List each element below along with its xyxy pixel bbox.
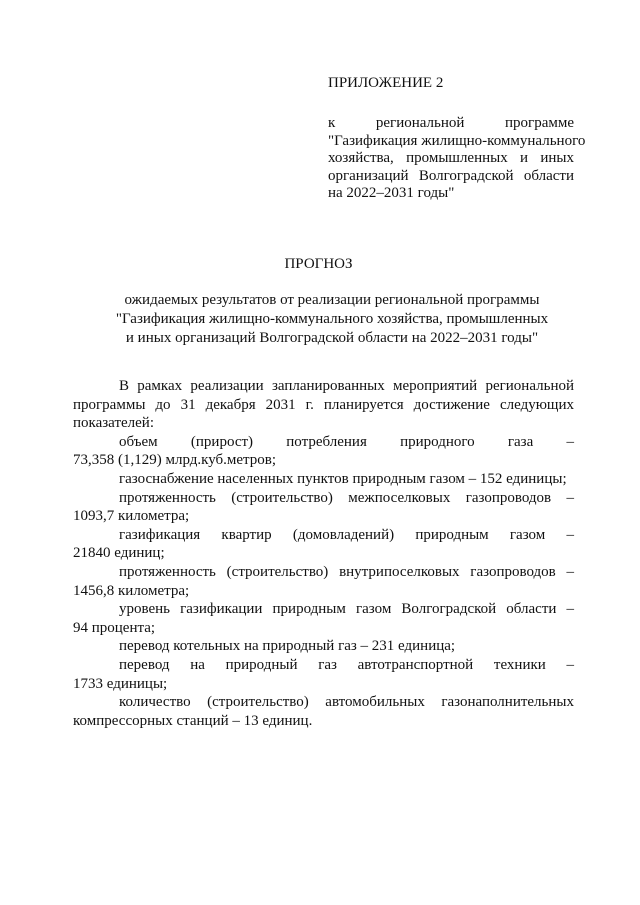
intro-line: программы до 31 декабря 2031 г. планируется достижение следующих <box>73 396 574 413</box>
indicator-line: количество (строительство) автомобильных газонаполнительных <box>119 694 574 711</box>
appendix-title: ПРИЛОЖЕНИЕ 2 <box>328 75 444 91</box>
subtitle-line: и иных организаций Волгоградской области на 2022–2031 годы" <box>125 330 539 346</box>
indicator-line: перевод котельных на природный газ – 231 единица; <box>119 638 456 655</box>
indicator-line: протяженность (строительство) внутрипоселковых газопроводов – <box>119 563 574 580</box>
indicator-item <box>73 470 574 489</box>
indicator-line: 73,358 (1,129) млрд.куб.метров; <box>73 452 277 469</box>
subtitle-line: ожидаемых результатов от реализации региональной программы <box>124 292 540 308</box>
appendix-line: "Газификация жилищно-коммунального <box>328 132 586 149</box>
appendix-block <box>328 72 586 203</box>
intro-line: В рамках реализации запланированных мероприятий региональной <box>119 378 574 394</box>
appendix-line: организаций Волгоградской области <box>328 167 574 184</box>
subtitle-line: "Газификация жилищно-коммунального хозяйства, промышленных <box>115 311 549 327</box>
indicator-item <box>73 563 574 600</box>
intro-paragraph <box>73 377 574 433</box>
forecast-subtitle <box>70 291 594 348</box>
appendix-line: хозяйства, промышленных и иных <box>328 150 574 167</box>
appendix-line: на 2022–2031 годы" <box>328 185 455 202</box>
indicator-line: 1733 единицы; <box>73 675 168 692</box>
indicator-line: объем (прирост) потребления природного газа – <box>119 433 574 450</box>
indicator-line: перевод на природный газ автотранспортной техники – <box>119 656 574 673</box>
appendix-line: к региональной программе <box>328 115 574 131</box>
indicator-line: 21840 единиц; <box>73 545 165 562</box>
indicator-line: газификация квартир (домовладений) природным газом – <box>119 526 574 543</box>
indicator-item <box>73 637 574 656</box>
indicator-line: газоснабжение населенных пунктов природным газом – 152 единицы; <box>119 470 567 487</box>
indicator-line: уровень газификации природным газом Волгоградской области – <box>119 601 574 618</box>
indicator-item <box>73 656 574 693</box>
indicator-item <box>73 526 574 563</box>
appendix-text <box>328 115 586 203</box>
indicator-line: протяженность (строительство) межпоселковых газопроводов – <box>119 489 574 506</box>
body-text <box>73 377 574 730</box>
indicator-line: 94 процента; <box>73 619 156 636</box>
indicator-line: компрессорных станций – 13 единиц. <box>73 712 313 729</box>
forecast-title: ПРОГНОЗ <box>284 256 353 272</box>
indicator-item <box>73 600 574 637</box>
indicator-item <box>73 489 574 526</box>
indicator-line: 1093,7 километра; <box>73 508 190 525</box>
indicator-item <box>73 693 574 730</box>
intro-line: показателей: <box>73 415 154 432</box>
indicator-line: 1456,8 километра; <box>73 582 190 599</box>
indicator-item <box>73 433 574 470</box>
